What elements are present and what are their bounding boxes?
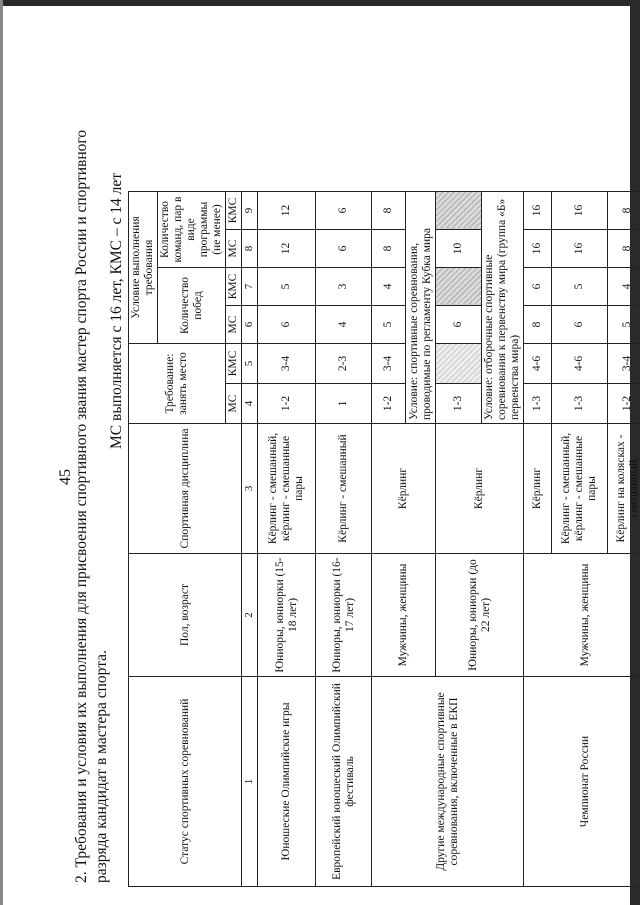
discipline-cell: Кёрлинг на колясках - смешанный: [608, 424, 640, 554]
header-wins: Количество побед: [158, 268, 226, 344]
header-ms: МС: [226, 306, 242, 344]
col-number: 2: [242, 554, 258, 677]
kms-wins-cell: 5: [552, 268, 608, 306]
ms-teams-cell: 10: [436, 230, 482, 268]
ms-teams-cell: 8: [372, 230, 406, 268]
kms-wins-cell: 6: [524, 268, 552, 306]
kms-teams-cell: 16: [524, 192, 552, 230]
header-ms: МС: [226, 230, 242, 268]
header-kms: КМС: [226, 192, 242, 230]
intro-text: 2. Требования и условия их выполнения для присвоения спортивного звания мастер спорта России и спортивного разряда кандидат в мастера спорта.: [73, 129, 110, 883]
ms-place-cell: 1-3: [436, 384, 482, 424]
gender-cell: Юниоры, юниорки (15-18 лет): [258, 554, 316, 677]
ms-teams-cell: 16: [552, 230, 608, 268]
discipline-cell: Кёрлинг - смешанный: [316, 424, 372, 554]
shaded-empty-cell: [436, 344, 482, 384]
kms-teams-cell: 6: [316, 192, 372, 230]
header-discipline: Спортивная дисциплина: [129, 424, 242, 554]
ms-place-cell: 1-3: [552, 384, 608, 424]
header-ms: МС: [226, 384, 242, 424]
kms-place-cell: 3-4: [372, 344, 406, 384]
col-number: 4: [242, 384, 258, 424]
condition-note: Условие: отборочные спортивные соревнования к первенству мира (группа «Б» первенства мира): [482, 192, 524, 424]
shaded-empty-cell: [436, 268, 482, 306]
ms-wins-cell: 8: [524, 306, 552, 344]
header-requirement: Требование: занять место: [129, 344, 226, 424]
discipline-cell: Кёрлинг: [436, 424, 524, 554]
gender-cell: Мужчины, женщины: [372, 554, 436, 677]
status-cell: Другие международные спортивные соревнования, включенные в ЕКП: [372, 677, 524, 887]
ms-wins-cell: 6: [436, 306, 482, 344]
table-row: [258, 192, 316, 887]
col-number: 7: [242, 268, 258, 306]
age-condition: МС выполняется с 16 лет, КМС – с 14 лет: [108, 172, 125, 449]
ms-place-cell: 1-2: [372, 384, 406, 424]
gender-cell: Юниоры, юниорки (16-17 лет): [316, 554, 372, 677]
shaded-empty-cell: [436, 192, 482, 230]
kms-wins-cell: 4: [372, 268, 406, 306]
gender-cell: Мужчины, женщины: [524, 554, 640, 677]
ms-teams-cell: 8: [608, 230, 640, 268]
status-cell: Юношеские Олимпийские игры: [258, 677, 316, 887]
kms-place-cell: 3-4: [608, 344, 640, 384]
table-row: [316, 192, 372, 887]
kms-wins-cell: 5: [258, 268, 316, 306]
kms-teams-cell: 12: [258, 192, 316, 230]
kms-place-cell: 3-4: [258, 344, 316, 384]
rotated-page: [0, 45, 640, 905]
col-number: 8: [242, 230, 258, 268]
ms-wins-cell: 4: [316, 306, 372, 344]
kms-place-cell: 4-6: [552, 344, 608, 384]
col-number: 9: [242, 192, 258, 230]
col-number: 6: [242, 306, 258, 344]
ms-wins-cell: 5: [608, 306, 640, 344]
kms-wins-cell: 4: [608, 268, 640, 306]
scan-edge-top: [0, 0, 640, 6]
status-cell: Чемпионат России: [524, 677, 640, 887]
ms-teams-cell: 6: [316, 230, 372, 268]
kms-teams-cell: 16: [552, 192, 608, 230]
table-row: [372, 192, 406, 887]
kms-place-cell: 4-6: [524, 344, 552, 384]
page-number: 45: [57, 469, 74, 485]
col-number: 5: [242, 344, 258, 384]
ms-teams-cell: 12: [258, 230, 316, 268]
ms-place-cell: 1-2: [608, 384, 640, 424]
col-number: 1: [242, 677, 258, 887]
discipline-cell: Кёрлинг: [372, 424, 436, 554]
ms-wins-cell: 5: [372, 306, 406, 344]
requirements-table: [128, 191, 640, 887]
header-teams: Количество команд, пар в виде программы (не менее): [158, 192, 226, 268]
header-kms: КМС: [226, 268, 242, 306]
ms-wins-cell: 6: [552, 306, 608, 344]
kms-teams-cell: 8: [372, 192, 406, 230]
header-gender-age: Пол, возраст: [129, 554, 242, 677]
discipline-cell: Кёрлинг - смешанный, кёрлинг - смешанные пары: [258, 424, 316, 554]
kms-place-cell: 2-3: [316, 344, 372, 384]
status-cell: Европейский юношеский Олимпийский фестиваль: [316, 677, 372, 887]
ms-place-cell: 1: [316, 384, 372, 424]
col-number: 3: [242, 424, 258, 554]
kms-wins-cell: 3: [316, 268, 372, 306]
ms-wins-cell: 6: [258, 306, 316, 344]
ms-place-cell: 1-2: [258, 384, 316, 424]
header-kms: КМС: [226, 344, 242, 384]
header-fulfillment: Условие выполнения требования: [129, 192, 158, 344]
column-numbers-row: [242, 192, 258, 887]
discipline-cell: Кёрлинг - смешанный, кёрлинг - смешанные пары: [552, 424, 608, 554]
header-status: Статус спортивных соревнований: [129, 677, 242, 887]
gender-cell: Юниоры, юниорки (до 22 лет): [436, 554, 524, 677]
ms-teams-cell: 16: [524, 230, 552, 268]
ms-place-cell: 1-3: [524, 384, 552, 424]
discipline-cell: Кёрлинг: [524, 424, 552, 554]
kms-teams-cell: 8: [608, 192, 640, 230]
condition-note: Условие: спортивные соревнования, проводимые по регламенту Кубка мира: [406, 192, 436, 424]
table-row: [524, 192, 552, 887]
